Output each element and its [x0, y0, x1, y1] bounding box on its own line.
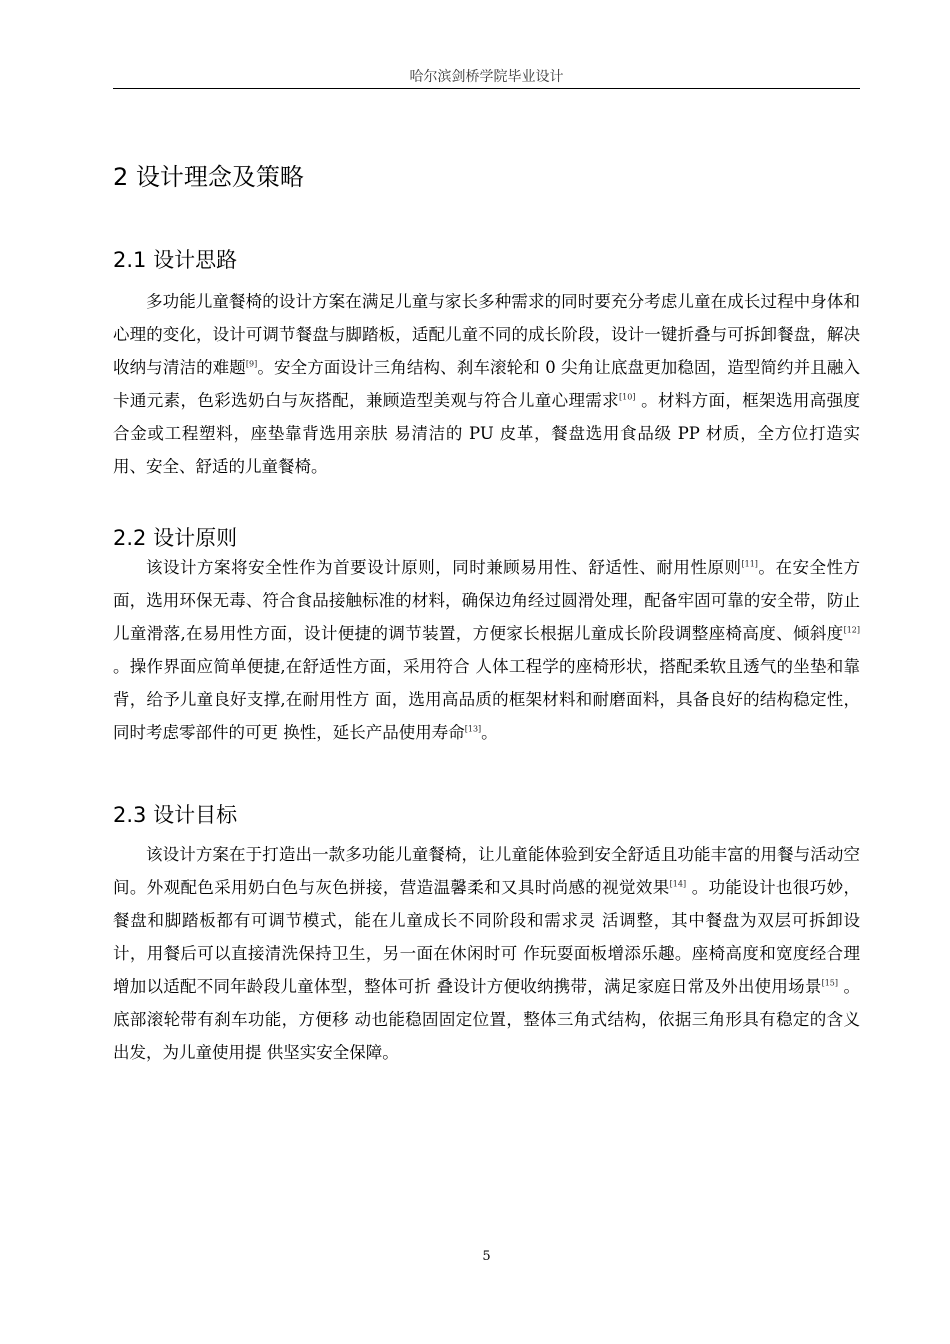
paragraph-text: 该设计方案将安全性作为首要设计原则，同时兼顾易用性、舒适性、耐用性原则 [146, 558, 742, 577]
citation: [15] [821, 978, 839, 988]
citation: [9] [245, 359, 258, 369]
section-heading-2-3: 2.3 设计目标 [113, 803, 238, 827]
paragraph-text: 。功能设计也很巧妙，餐盘和脚踏板都有可调节模式，能在儿童成长不同阶段和需求灵 活调整，其中餐盘为双层可拆卸设计，用餐后可以直接清洗保持卫生，另一面在休闲时可 作玩耍面板增添乐趣。座椅高度和宽度经合理增加以适配不同年龄段儿童体型，整体可折 叠设计方便收纳携带，满足家庭日常及外出使用场景 [113, 878, 861, 996]
paragraph-text: 。在安全性方面，选用环保无毒、符合食品接触标准的材料，确保边角经过圆滑处理，配备牢固可靠的安全带，防止儿童滑落,在易用性方面，设计便捷的调节装置，方便家长根据儿童成长阶段调整座椅高度、倾斜度 [113, 558, 861, 643]
paragraph-text: 。底部滚轮带有刹车功能，方便移 动也能稳固固定位置，整体三角式结构，依据三角形具有稳定的含义出发，为儿童使用提 供坚实安全保障。 [113, 977, 861, 1062]
paragraph-text: 多功能儿童餐椅的设计方案在满足儿童与家长多种需求的同时要充分考虑儿童在成长过程中身体和心理的变化，设计可调节餐盘与脚踏板，适配儿童不同的成长阶段，设计一键折叠与可拆卸餐盘，解决收纳与清洁的难题 [113, 292, 860, 377]
citation: [14] [669, 879, 687, 889]
citation: [11] [741, 559, 758, 569]
running-header: 哈尔滨剑桥学院毕业设计 [409, 69, 564, 85]
section-heading-2-1: 2.1 设计思路 [113, 248, 238, 272]
citation: [13] [464, 724, 482, 734]
chapter-title: 2 设计理念及策略 [113, 163, 304, 191]
paragraph-text: 该设计方案在于打造出一款多功能儿童餐椅，让儿童能体验到安全舒适且功能丰富的用餐与活动空间。外观配色采用奶白色与灰色拼接，营造温馨柔和又具时尚感的视觉效果 [113, 845, 860, 897]
page-number: 5 [482, 1249, 491, 1264]
section-paragraph-2-2 [113, 551, 860, 749]
header-rule [113, 88, 860, 89]
paragraph-text: 。 [481, 723, 498, 742]
section-paragraph-2-3 [113, 838, 860, 1069]
section-heading-2-2: 2.2 设计原则 [113, 526, 238, 550]
section-paragraph-2-1 [113, 285, 860, 483]
citation: [12] [843, 625, 860, 635]
citation: [10] [619, 392, 636, 402]
paragraph-text: 。安全方面设计三角结构、刹车滚轮和 0 尖角让底盘更加稳固，造型简约并且融入卡通元素，色彩选奶白与灰搭配，兼顾造型美观与符合儿童心理需求 [113, 358, 860, 410]
paragraph-text: 。材料方面，框架选用高强度合金或工程塑料，座垫靠背选用亲肤 易清洁的 PU 皮革，餐盘选用食品级 PP 材质，全方位打造实用、安全、舒适的儿童餐椅。 [113, 391, 860, 476]
paragraph-text: 。操作界面应简单便捷,在舒适性方面，采用符合 人体工程学的座椅形状，搭配柔软且透气的坐垫和靠背，给予儿童良好支撑,在耐用性方 面，选用高品质的框架材料和耐磨面料，具备良好的结构稳定性，同时考虑零部件的可更 换性，延长产品使用寿命 [113, 657, 860, 742]
